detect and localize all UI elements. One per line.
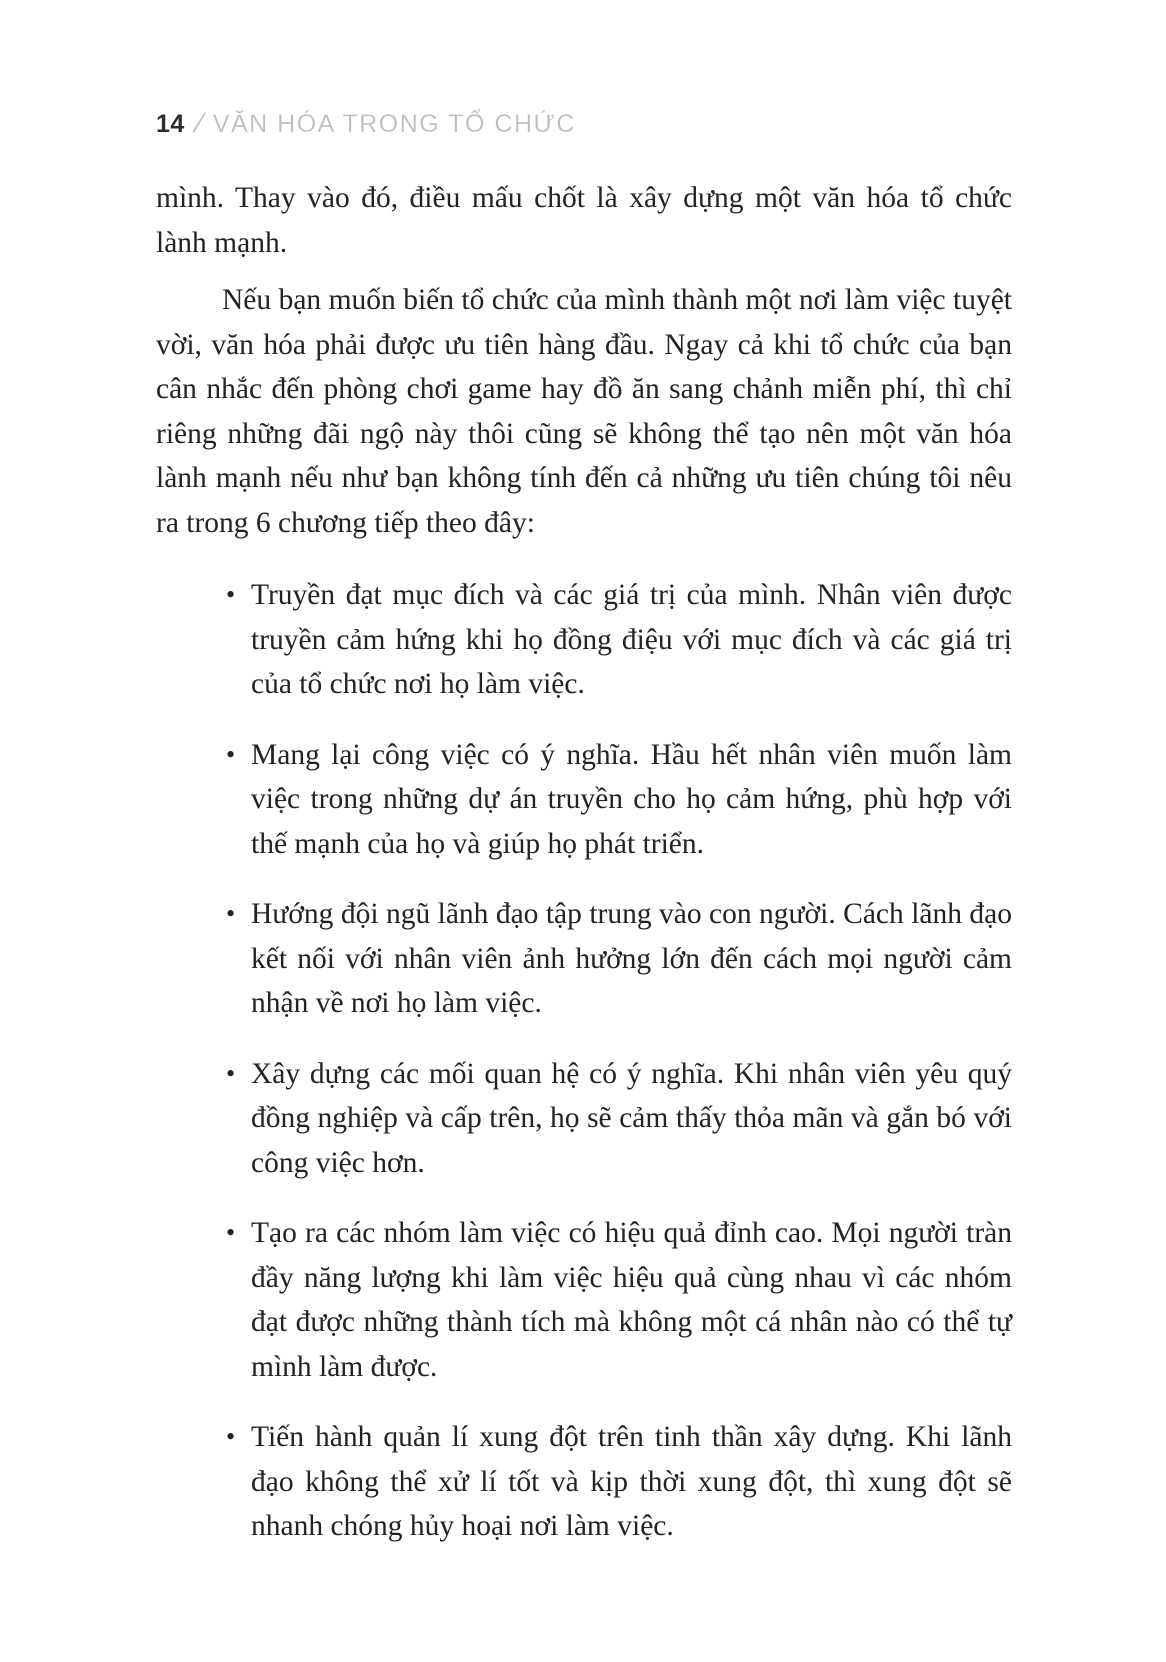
bullet-item-text: Truyền đạt mục đích và các giá trị của mình. Nhân viên được truyền cảm hứng khi họ đồng điệu với mục đích và các giá trị của tổ chức nơi họ làm việc. [251, 579, 1012, 700]
separator-slash-icon: / [192, 108, 206, 138]
bullet-item-text: Tiến hành quản lí xung đột trên tinh thần xây dựng. Khi lãnh đạo không thể xử lí tốt và kịp thời xung đột, thì xung đột sẽ nhanh chóng hủy hoại nơi làm việc. [251, 1421, 1012, 1542]
bullet-item-communicate-purpose [156, 573, 1012, 707]
bullet-item-constructive-conflict [156, 1415, 1012, 1549]
bullet-list [156, 573, 1012, 1549]
bullet-item-meaningful-work [156, 733, 1012, 867]
page-number: 14 [156, 110, 185, 138]
bullet-dot-icon: • [226, 1058, 236, 1088]
bullet-dot-icon: • [226, 580, 236, 609]
bullet-item-text: Mang lại công việc có ý nghĩa. Hầu hết nhân viên muốn làm việc trong những dự án truyền cho họ cảm hứng, phù hợp với thế mạnh của họ và giúp họ phát triển. [251, 738, 1012, 860]
running-header [156, 108, 576, 139]
paragraph-continuation: mình. Thay vào đó, điều mấu chốt là xây dựng một văn hóa tổ chức lành mạnh. [156, 182, 1012, 259]
bullet-dot-icon: • [226, 739, 236, 769]
bullet-item-text: Tạo ra các nhóm làm việc có hiệu quả đỉnh cao. Mọi người tràn đầy năng lượng khi làm việc hiệu quả cùng nhau vì các nhóm đạt được những thành tích mà không một cá nhân nào có thể tự mình làm được. [251, 1217, 1012, 1383]
bullet-item-people-focused-leadership [156, 892, 1012, 1026]
bullet-item-text: Hướng đội ngũ lãnh đạo tập trung vào con người. Cách lãnh đạo kết nối với nhân viên ảnh hưởng lớn đến cách mọi người cảm nhận về nơi họ làm việc. [251, 898, 1012, 1019]
body-text-block [156, 176, 1012, 1575]
bullet-item-high-performing-teams [156, 1211, 1012, 1389]
bullet-dot-icon: • [226, 1422, 236, 1451]
paragraph-intro: Nếu bạn muốn biến tổ chức của mình thành một nơi làm việc tuyệt vời, văn hóa phải được ưu tiên hàng đầu. Ngay cả khi tổ chức của bạn cân nhắc đến phòng chơi game hay đồ ăn sang chảnh miễn phí, thì chỉ riêng những đãi ngộ này thôi cũng sẽ không thể tạo nên một văn hóa lành mạnh nếu như bạn không tính đến cả những ưu tiên chúng tôi nêu ra trong 6 chương tiếp theo đây: [156, 284, 1012, 539]
bullet-item-meaningful-relationships [156, 1052, 1012, 1186]
running-title: VĂN HÓA TRONG TỔ CHỨC [212, 110, 576, 138]
bullet-item-text: Xây dựng các mối quan hệ có ý nghĩa. Khi nhân viên yêu quý đồng nghiệp và cấp trên, họ sẽ cảm thấy thỏa mãn và gắn bó với công việc hơn. [251, 1057, 1012, 1179]
bullet-dot-icon: • [226, 1218, 236, 1247]
bullet-dot-icon: • [226, 899, 236, 928]
